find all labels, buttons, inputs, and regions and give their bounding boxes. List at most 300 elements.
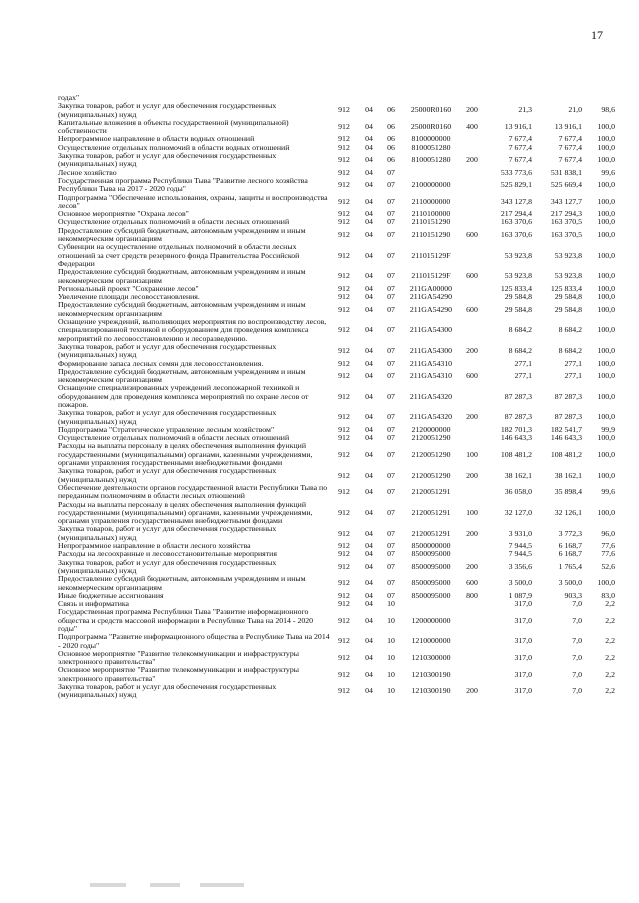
table-row	[58, 243, 615, 268]
row-percent: 100,0	[597, 433, 615, 443]
row-csr: 2120000000	[411, 424, 451, 434]
row-name: Расходы на выплаты персоналу в целях обеспечения выполнения функций государственными (муниципальными) органами, казенными учреждениями, органами управления государственными внебюджетными фондами	[58, 499, 313, 526]
row-plan: 3 356,6	[508, 561, 532, 571]
row-fact: 6 168,7	[558, 541, 582, 551]
row-rz: 04	[365, 391, 373, 401]
row-vr	[460, 144, 484, 152]
row-fact: 29 584,8	[554, 304, 582, 314]
row-name: Закупка товаров, работ и услуг для обеспечения государственных (муниципальных) нужд	[58, 524, 277, 542]
row-pr: 10	[387, 653, 395, 663]
row-ved: 912	[338, 636, 350, 646]
row-pr: 06	[387, 134, 395, 144]
row-pr: 06	[387, 155, 395, 165]
row-rz: 04	[365, 167, 373, 177]
row-plan: 217 294,4	[500, 209, 532, 219]
row-fact: 277,1	[564, 370, 582, 380]
row-vr: 200	[466, 155, 478, 165]
row-csr: 8500000000	[411, 541, 451, 551]
row-percent: 2,2	[605, 669, 615, 679]
row-name: Закупка товаров, работ и услуг для обеспечения государственных (муниципальных) нужд	[58, 341, 277, 360]
row-ved: 912	[338, 105, 350, 115]
row-vr	[460, 550, 484, 558]
row-pr: 06	[387, 142, 395, 152]
row-percent: 100,0	[597, 507, 615, 517]
row-percent: 100,0	[597, 155, 615, 165]
row-name: Осуществление отдельных полномочий в области лесных отношений	[58, 217, 290, 227]
row-pr: 07	[387, 346, 395, 356]
row-name: Непрограммное направление в области водных отношений	[58, 134, 255, 144]
row-csr: 2120051290	[411, 449, 451, 459]
row-csr: 211GA54320	[409, 412, 453, 422]
row-fact: 343 127,7	[550, 196, 582, 206]
row-fact: 29 584,8	[554, 292, 582, 302]
row-name: Закупка товаров, работ и услуг для обеспечения государственных (муниципальных) нужд	[58, 682, 277, 700]
row-rz: 04	[365, 283, 373, 293]
table-row	[58, 343, 615, 360]
row-rz: 04	[365, 507, 373, 517]
row-fact: 8 684,2	[558, 325, 582, 335]
row-percent: 99,6	[601, 487, 615, 497]
row-percent: 100,0	[597, 391, 615, 401]
row-name: Расходы на выплаты персоналу в целях обеспечения выполнения функций государственными (муниципальными) органами, казенными учреждениями, органами управления государственными внебюджетными фондами	[58, 441, 313, 468]
row-pr: 07	[387, 412, 395, 422]
row-ved: 912	[338, 209, 350, 219]
row-pr: 07	[387, 217, 395, 227]
row-ved: 912	[338, 250, 350, 260]
row-fact: 7,0	[572, 669, 582, 679]
row-plan: 7 944,5	[508, 549, 532, 559]
row-csr: 25000R0160	[410, 105, 452, 115]
row-csr: 211GA54290	[409, 292, 453, 302]
row-percent: 100,0	[597, 358, 615, 368]
row-ved: 912	[338, 507, 350, 517]
row-plan: 277,1	[514, 370, 532, 380]
row-name: Подпрограмма "Развитие информационного общества в Республике Тыва на 2014 - 2020 годы"	[58, 632, 330, 650]
row-csr: 1200000000	[411, 615, 451, 625]
row-fact: 531 838,1	[550, 167, 582, 177]
row-fact: 32 126,1	[554, 507, 582, 517]
row-percent: 100,0	[597, 449, 615, 459]
row-fact: 3 500,0	[558, 578, 582, 588]
row-name: Предоставление субсидий бюджетным, автономным учреждениям и иным некоммерческим организациям	[58, 574, 306, 592]
row-rz: 04	[365, 669, 373, 679]
row-plan: 7 944,5	[508, 541, 532, 551]
row-csr: 2110151290	[411, 229, 451, 239]
row-csr: 2120051291	[411, 507, 451, 517]
row-vr: 100	[466, 507, 478, 517]
row-pr: 07	[387, 325, 395, 335]
row-vr	[460, 318, 484, 343]
row-name: Предоставление субсидий бюджетным, автономным учреждениям и иным некоммерческим организациям	[58, 267, 306, 285]
row-percent: 100,0	[597, 283, 615, 293]
row-rz: 04	[365, 325, 373, 335]
row-rz: 04	[365, 528, 373, 538]
row-ved: 912	[338, 653, 350, 663]
row-rz: 04	[365, 590, 373, 600]
row-percent: 100,0	[597, 134, 615, 144]
row-vr	[460, 434, 484, 442]
row-csr: 211015129F	[411, 271, 451, 281]
row-plan: 21,3	[518, 105, 532, 115]
row-plan: 38 162,1	[504, 470, 532, 480]
row-pr: 10	[387, 686, 395, 696]
row-name: Основное мероприятие "Развитие телекоммуникации и инфраструктуры электронного правительства"	[58, 665, 299, 683]
row-ved: 912	[338, 561, 350, 571]
row-vr	[460, 169, 484, 177]
row-csr: 2100000000	[411, 180, 451, 190]
row-csr: 1210000000	[411, 636, 451, 646]
row-pr: 07	[387, 271, 395, 281]
row-pr: 07	[387, 549, 395, 559]
row-percent: 2,2	[605, 599, 615, 609]
row-vr	[460, 94, 484, 102]
row-vr	[460, 135, 484, 143]
row-name: Закупка товаров, работ и услуг для обеспечения государственных (муниципальных) нужд	[58, 101, 277, 119]
row-pr: 07	[387, 196, 395, 206]
row-name: Закупка товаров, работ и услуг для обеспечения государственных (муниципальных) нужд	[58, 557, 277, 575]
row-rz: 04	[365, 229, 373, 239]
row-ved: 912	[338, 358, 350, 368]
row-plan: 29 584,8	[504, 304, 532, 314]
row-vr: 600	[466, 229, 478, 239]
row-csr: 2110000000	[411, 196, 451, 206]
row-plan: 53 923,8	[504, 250, 532, 260]
row-csr: 2120051290	[411, 433, 451, 443]
row-ved: 912	[338, 142, 350, 152]
row-ved: 912	[338, 528, 350, 538]
row-plan: 29 584,8	[504, 292, 532, 302]
row-plan: 163 370,6	[500, 217, 532, 227]
row-vr: 200	[466, 561, 478, 571]
row-plan: 317,0	[514, 636, 532, 646]
row-rz: 04	[365, 370, 373, 380]
row-plan: 7 677,4	[508, 134, 532, 144]
row-name: Оснащение учреждений, выполняющих мероприятия по воспроизводству лесов, специализированной техникой и оборудованием для проведения комплекса мероприятий по лесовосстановлению и лесоразведению.	[58, 317, 327, 343]
row-fact: 7,0	[572, 615, 582, 625]
row-plan: 533 773,6	[500, 167, 532, 177]
row-percent	[582, 94, 615, 102]
row-ved: 912	[338, 541, 350, 551]
row-ved: 912	[338, 686, 350, 696]
row-csr	[402, 169, 460, 177]
row-name: Предоставление субсидий бюджетным, автономным учреждениям и иным некоммерческим организациям	[58, 366, 306, 385]
row-vr	[460, 650, 484, 667]
row-ved: 912	[338, 325, 350, 335]
row-ved: 912	[338, 578, 350, 588]
row-pr: 07	[387, 487, 395, 497]
row-percent: 2,2	[605, 653, 615, 663]
row-rz: 04	[365, 578, 373, 588]
row-rz: 04	[365, 636, 373, 646]
row-pr: 10	[387, 636, 395, 646]
row-ved: 912	[338, 271, 350, 281]
row-pr: 07	[387, 578, 395, 588]
row-pr: 07	[387, 391, 395, 401]
row-rz: 04	[365, 615, 373, 625]
row-csr: 2120051290	[411, 470, 451, 480]
scan-artifact	[150, 883, 180, 887]
row-plan: 317,0	[514, 615, 532, 625]
row-ved: 912	[338, 292, 350, 302]
row-plan: 3 931,0	[508, 528, 532, 538]
row-vr: 600	[466, 578, 478, 588]
row-name: Основное мероприятие "Охрана лесов"	[58, 209, 189, 219]
row-plan: 163 370,6	[500, 229, 532, 239]
row-plan: 3 500,0	[508, 578, 532, 588]
row-pr: 07	[387, 507, 395, 517]
row-csr: 2120051291	[411, 487, 451, 497]
row-pr: 07	[387, 470, 395, 480]
row-plan: 317,0	[514, 653, 532, 663]
row-ved: 912	[338, 134, 350, 144]
row-csr: 8100000000	[411, 134, 451, 144]
row-fact	[532, 94, 582, 102]
row-pr: 07	[387, 229, 395, 239]
row-ved: 912	[338, 283, 350, 293]
row-fact: 7,0	[572, 636, 582, 646]
row-pr: 07	[387, 424, 395, 434]
row-name: Связь и информатика	[58, 599, 129, 609]
scan-artifact	[200, 883, 244, 887]
row-name: Государственная программа Республики Тыва "Развитие информационного общества и средств массовой информации в Республике Тыва на 2014 - 2020 годы"	[58, 607, 314, 633]
row-plan: 317,0	[514, 599, 532, 609]
table-row	[58, 152, 615, 169]
row-rz: 04	[365, 686, 373, 696]
row-csr	[402, 600, 460, 608]
row-percent: 99,9	[601, 424, 615, 434]
row-vr	[460, 608, 484, 633]
row-plan: 525 829,1	[500, 180, 532, 190]
row-vr	[460, 293, 484, 301]
table-row	[58, 575, 615, 592]
table-row	[58, 484, 615, 501]
row-fact: 3 772,3	[558, 528, 582, 538]
row-fact: 146 643,3	[550, 433, 582, 443]
row-fact: 7 677,4	[558, 142, 582, 152]
row-name: Иные бюджетные ассигнования	[58, 590, 164, 600]
row-fact: 7,0	[572, 599, 582, 609]
row-ved: 912	[338, 304, 350, 314]
row-vr: 600	[466, 304, 478, 314]
table-row	[58, 227, 615, 244]
row-pr: 07	[387, 541, 395, 551]
row-percent: 2,2	[605, 615, 615, 625]
row-name: Осуществление отдельных полномочий в области водных отношений	[58, 142, 290, 152]
row-fact: 217 294,3	[550, 209, 582, 219]
row-ved: 912	[338, 155, 350, 165]
row-rz: 04	[365, 653, 373, 663]
row-percent: 100,0	[597, 209, 615, 219]
table-row	[58, 650, 615, 667]
row-rz: 04	[365, 412, 373, 422]
row-rz: 04	[365, 155, 373, 165]
row-name: Подпрограмма "Стратегическое управление лесным хозяйством"	[58, 424, 275, 434]
row-percent: 100,0	[597, 217, 615, 227]
row-fact: 277,1	[564, 358, 582, 368]
row-csr: 2110100000	[411, 209, 451, 219]
row-pr: 06	[387, 105, 395, 115]
row-percent: 100,0	[597, 122, 615, 132]
row-rz: 04	[365, 487, 373, 497]
row-percent: 100,0	[597, 470, 615, 480]
row-rz: 04	[365, 541, 373, 551]
row-name: Обеспечение деятельности органов государственной власти Республики Тыва по переданным полномочиям в области лесных отношений	[58, 482, 328, 501]
row-plan: 32 127,0	[504, 507, 532, 517]
row-rz: 04	[365, 142, 373, 152]
row-fact: 38 162,1	[554, 470, 582, 480]
row-fact: 1 765,4	[558, 561, 582, 571]
row-csr: 8100051280	[411, 142, 451, 152]
row-name: Непрограммное направление в области лесного хозяйства	[58, 541, 251, 551]
row-vr: 600	[466, 370, 478, 380]
row-percent: 77,6	[601, 549, 615, 559]
table-row	[58, 409, 615, 426]
row-fact: 163 370,5	[550, 229, 582, 239]
row-rz: 04	[365, 346, 373, 356]
row-rz: 04	[365, 358, 373, 368]
row-vr: 200	[466, 470, 478, 480]
row-ved: 912	[338, 180, 350, 190]
row-pr: 07	[387, 304, 395, 314]
table-row	[58, 384, 615, 409]
row-plan: 13 916,1	[504, 122, 532, 132]
row-pr: 06	[387, 122, 395, 132]
table-row	[58, 368, 615, 385]
row-pr: 10	[387, 615, 395, 625]
row-fact: 8 684,2	[558, 346, 582, 356]
row-plan: 53 923,8	[504, 271, 532, 281]
row-rz: 04	[365, 433, 373, 443]
row-rz: 04	[365, 209, 373, 219]
row-csr: 1210300190	[411, 686, 451, 696]
scan-artifact	[90, 883, 126, 887]
row-pr: 07	[387, 449, 395, 459]
row-pr: 07	[387, 250, 395, 260]
table-row	[58, 683, 615, 700]
row-rz: 04	[365, 424, 373, 434]
row-fact: 87 287,3	[554, 391, 582, 401]
row-name: Формирование запаса лесных семян для лесовосстановления.	[58, 358, 264, 368]
row-fact: 182 541,7	[550, 424, 582, 434]
row-rz: 04	[365, 180, 373, 190]
row-rz: 04	[365, 217, 373, 227]
table-row	[58, 501, 615, 526]
budget-table	[58, 94, 615, 700]
row-vr	[460, 360, 484, 368]
row-vr	[460, 600, 484, 608]
table-row	[58, 525, 615, 542]
row-pr	[380, 94, 402, 102]
row-percent: 100,0	[597, 292, 615, 302]
row-plan: 87 287,3	[504, 412, 532, 422]
row-plan: 7 677,4	[508, 142, 532, 152]
row-name: Основное мероприятие "Развитие телекоммуникации и инфраструктуры электронного правительства"	[58, 648, 299, 667]
row-vr	[460, 210, 484, 218]
row-csr: 2110151290	[411, 217, 451, 227]
row-name: Предоставление субсидий бюджетным, автономным учреждениям и иным некоммерческим организациям	[58, 300, 306, 318]
row-pr: 07	[387, 180, 395, 190]
row-plan: 87 287,3	[504, 391, 532, 401]
row-ved: 912	[338, 615, 350, 625]
row-name: Закупка товаров, работ и услуг для обеспечения государственных (муниципальных) нужд	[58, 151, 277, 169]
row-name: Расходы на лесоохранные и лесовосстановительные мероприятия	[58, 549, 277, 559]
row-pr: 07	[387, 561, 395, 571]
row-fact: 35 898,4	[554, 487, 582, 497]
row-ved: 912	[338, 599, 350, 609]
row-name: Увеличение площади лесовосстановления.	[58, 292, 200, 302]
row-name: Субвенции на осуществление отдельных полномочий в области лесных отношений за счет средств резервного фонда Правительства Российской Федерации	[58, 242, 300, 268]
row-percent: 100,0	[597, 346, 615, 356]
budget-table-body	[58, 94, 615, 700]
row-plan: 108 481,2	[500, 449, 532, 459]
row-pr: 10	[387, 669, 395, 679]
row-csr: 2120051291	[411, 528, 451, 538]
row-ved: 912	[338, 449, 350, 459]
row-pr: 10	[387, 599, 395, 609]
row-vr: 400	[466, 122, 478, 132]
row-vr: 800	[466, 590, 478, 600]
row-fact: 125 833,4	[550, 283, 582, 293]
row-ved: 912	[338, 669, 350, 679]
row-pr: 07	[387, 433, 395, 443]
row-vr: 200	[466, 346, 478, 356]
row-plan: 182 701,3	[500, 424, 532, 434]
row-rz: 04	[365, 250, 373, 260]
row-fact: 6 168,7	[558, 549, 582, 559]
row-rz: 04	[365, 292, 373, 302]
row-name: Лесное хозяйство	[58, 167, 117, 177]
row-ved: 912	[338, 229, 350, 239]
row-percent: 2,2	[605, 686, 615, 696]
row-fact: 903,3	[564, 590, 582, 600]
row-ved: 912	[338, 196, 350, 206]
row-rz	[358, 94, 380, 102]
row-percent: 83,0	[601, 590, 615, 600]
row-fact: 21,0	[568, 105, 582, 115]
row-vr: 200	[466, 528, 478, 538]
row-plan: 36 058,0	[504, 487, 532, 497]
row-percent: 100,0	[597, 412, 615, 422]
row-vr: 200	[466, 686, 478, 696]
row-pr: 07	[387, 528, 395, 538]
row-percent: 2,2	[605, 636, 615, 646]
row-name: Оснащение специализированных учреждений лесопожарной техникой и оборудованием для проведения комплекса мероприятий по охране лесов от пожаров.	[58, 383, 309, 409]
row-csr: 8500095000	[411, 578, 451, 588]
table-row	[58, 467, 615, 484]
table-row	[58, 633, 615, 650]
row-name: Государственная программа Республики Тыва "Развитие лесного хозяйства Республики Тыва на 2017 - 2020 годы"	[58, 175, 308, 194]
row-plan	[484, 94, 532, 102]
row-rz: 04	[365, 599, 373, 609]
row-csr: 211015129F	[411, 250, 451, 260]
row-csr: 1210300000	[411, 653, 451, 663]
row-plan: 146 643,3	[500, 433, 532, 443]
row-plan: 343 127,8	[500, 196, 532, 206]
row-csr	[402, 94, 460, 102]
row-rz: 04	[365, 449, 373, 459]
row-pr: 07	[387, 370, 395, 380]
table-row	[58, 608, 615, 633]
table-row	[58, 442, 615, 467]
row-vr	[460, 177, 484, 194]
row-fact: 7,0	[572, 653, 582, 663]
page-number: 17	[591, 28, 603, 42]
row-plan: 277,1	[514, 358, 532, 368]
row-vr	[460, 542, 484, 550]
table-row	[58, 268, 615, 285]
row-pr: 07	[387, 167, 395, 177]
row-percent: 98,6	[601, 105, 615, 115]
